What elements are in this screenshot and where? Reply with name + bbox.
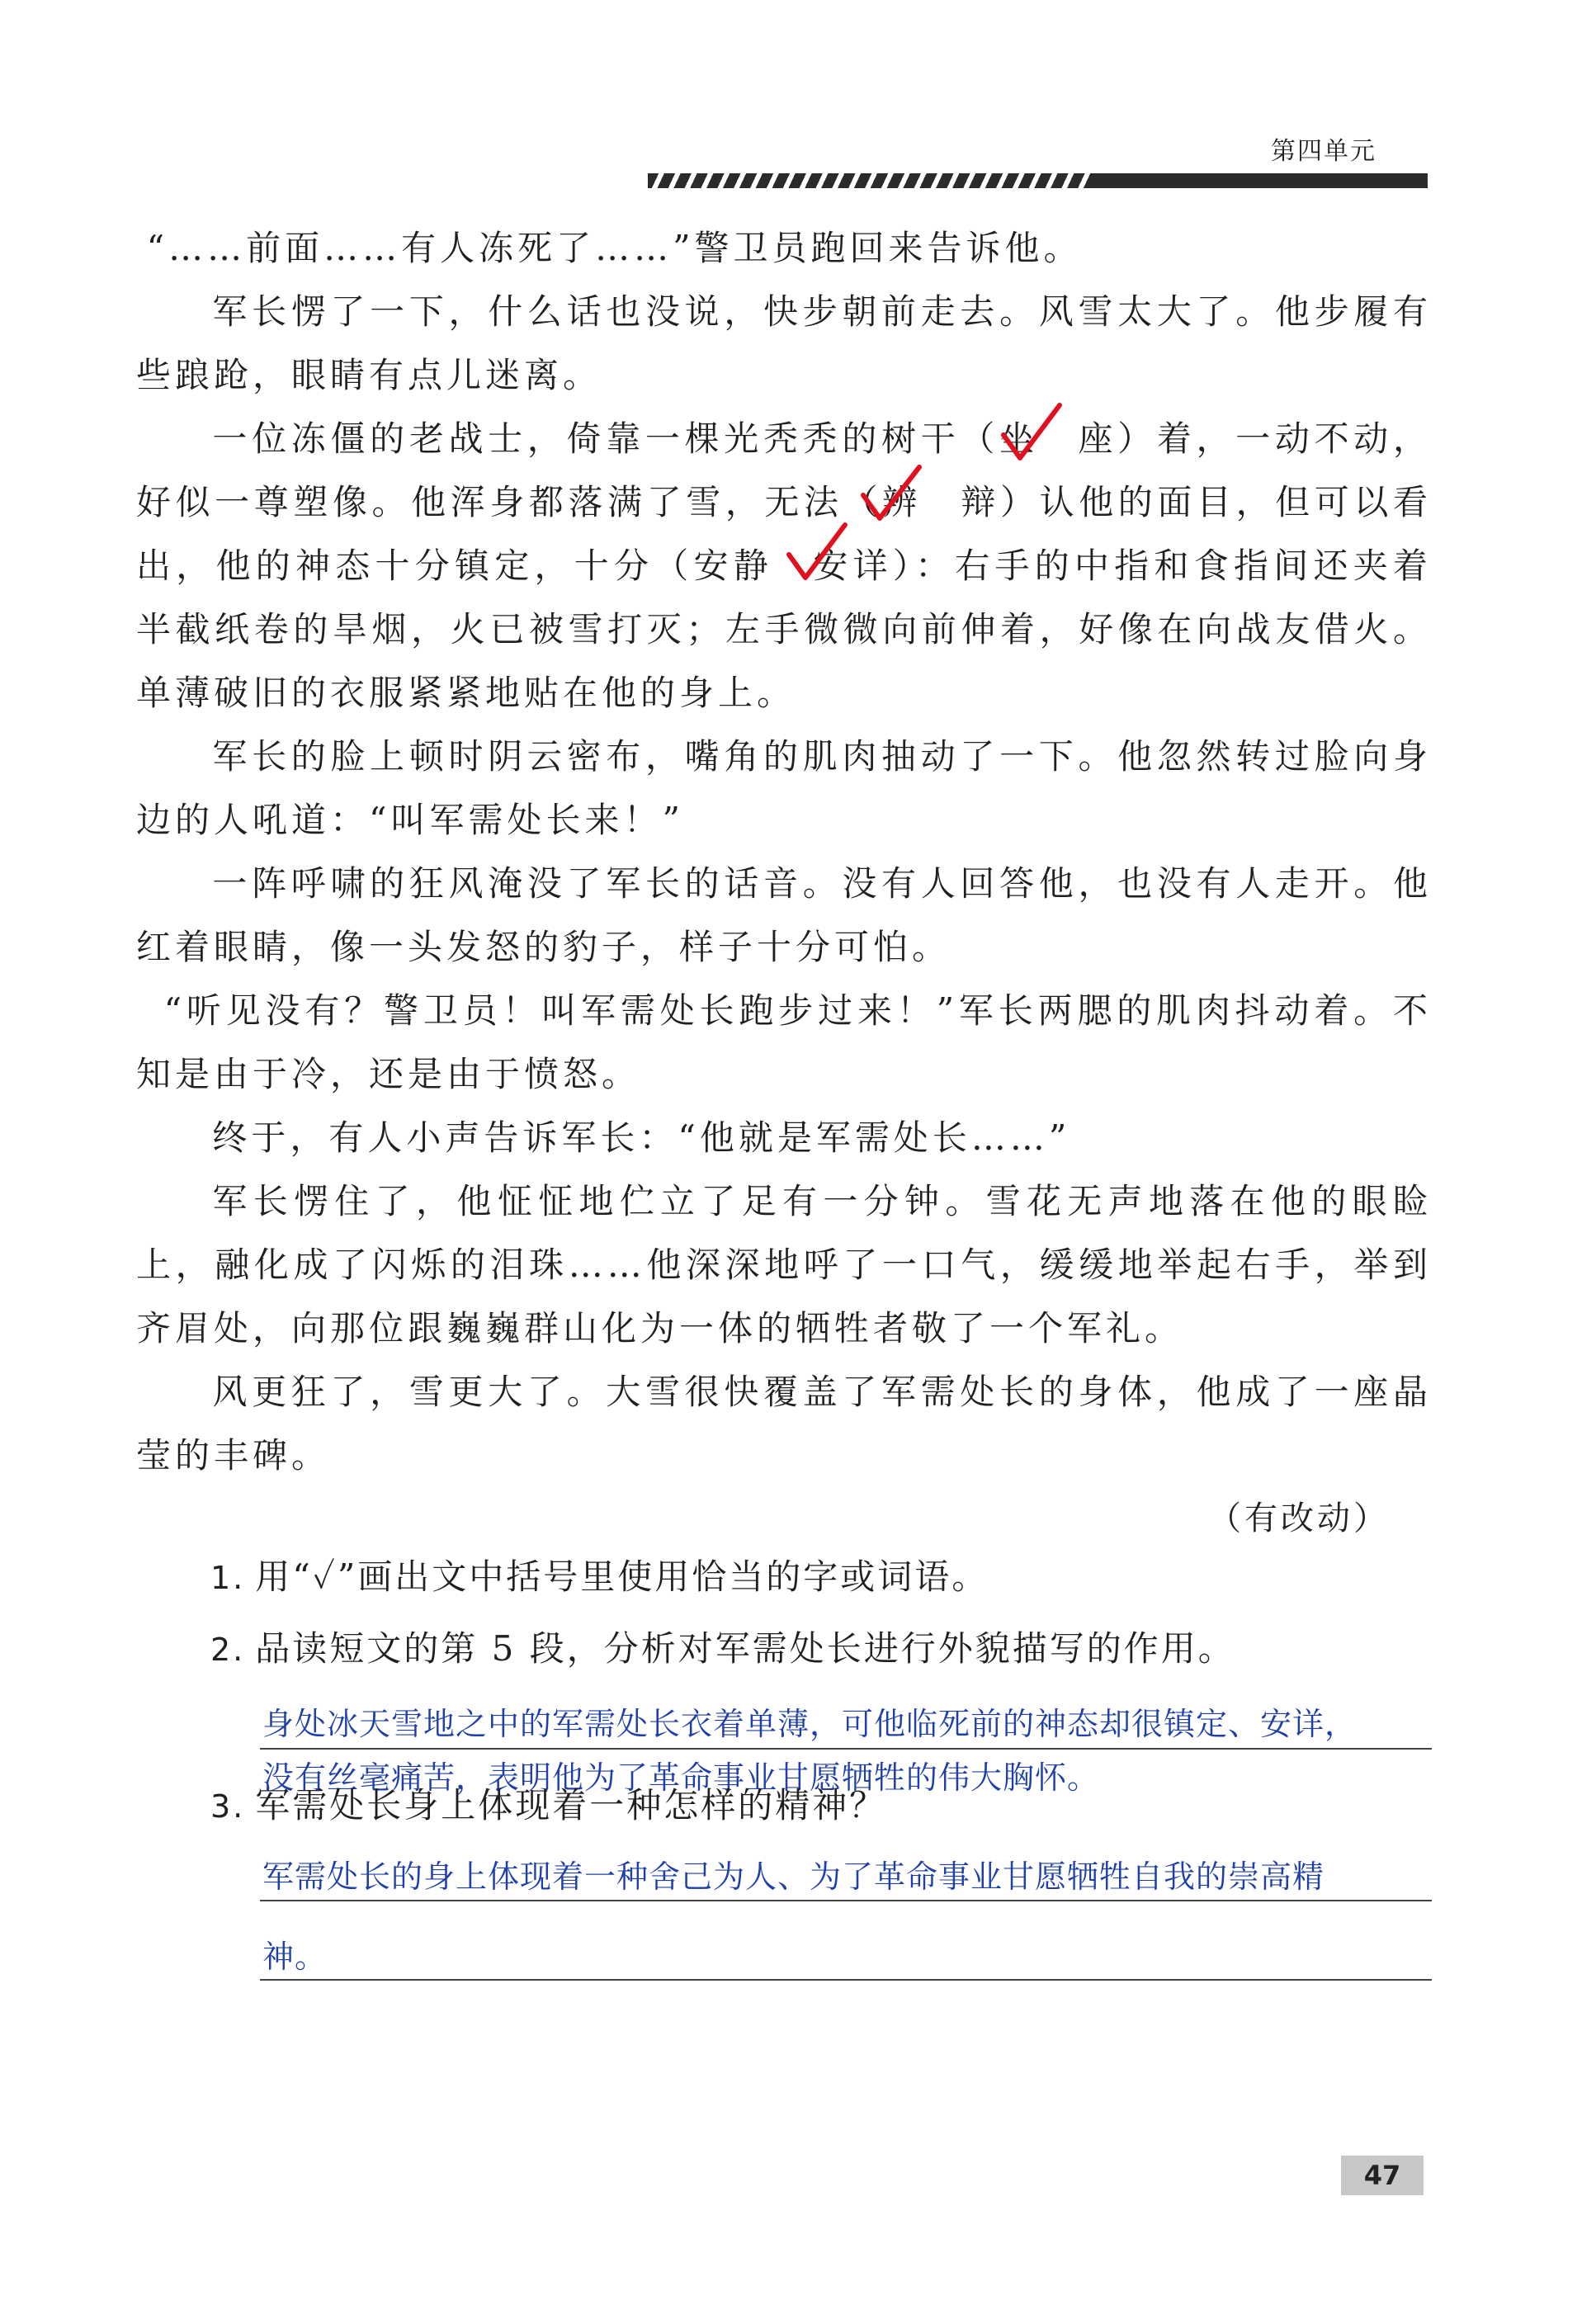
question-number: 1. (210, 1560, 246, 1596)
header-decoration-bar-solid (1093, 173, 1428, 188)
answer-q3-line-2: 神。 (262, 1939, 328, 1975)
check-mark-icon-2 (858, 462, 924, 528)
choice-3-other: 安静 (693, 546, 773, 586)
unit-label: 第四单元 (1271, 137, 1376, 166)
answer-line (260, 1748, 1432, 1750)
choice-1-correct: 坐 (999, 418, 1039, 459)
paragraph-8: 军长愣住了，他怔怔地伫立了足有一分钟。雪花无声地落在他的眼睑上，融化成了闪烁的泪珠……他深深地呼了一口气，缓缓地举起右手，举到齐眉处，向那位跟巍巍群山化为一体的牺牲者敬了一个军礼。 (136, 1181, 1432, 1348)
check-mark-icon-1 (999, 400, 1065, 466)
question-text: 品读短文的第 5 段，分析对军需处长进行外貌描写的作用。 (255, 1628, 1235, 1669)
paragraph-7: 终于，有人小声告诉军长：“他就是军需处长……” (212, 1117, 1071, 1158)
answer-line (260, 1979, 1432, 1981)
answer-q2-line-1: 身处冰天雪地之中的军需处长衣着单薄，可他临死前的神态却很镇定、安详， (262, 1706, 1358, 1742)
answer-q2-line-2: 没有丝毫痛苦，表明他为了革命事业甘愿牺牲的伟大胸怀。 (262, 1759, 1100, 1796)
paragraph-3-text-c: ）认他的面目，但可以看出，他的神态十分镇定，十分（ (136, 482, 1432, 586)
question-3 (210, 1778, 886, 1828)
question-1 (210, 1550, 989, 1599)
question-text: 用“✓”画出文中括号里使用恰当的字或词语。 (255, 1556, 989, 1597)
answer-q3-line-1: 军需处长的身上体现着一种舍己为人、为了革命事业甘愿牺牲自我的崇高精 (262, 1859, 1325, 1895)
question-text: 军需处长身上体现着一种怎样的精神？ (255, 1785, 887, 1825)
question-number: 3. (210, 1788, 246, 1825)
answer-line (260, 1900, 1432, 1901)
paragraph-6: “听见没有？警卫员！叫军需处长跑步过来！”军长两腮的肌肉抖动着。不知是由于冷，还是由于愤怒。 (136, 990, 1432, 1094)
passage (136, 216, 1432, 1487)
paragraph-3-text-d: ）：右手的中指和食指间还夹着半截纸卷的旱烟，火已被雪打灭；左手微微向前伸着，好像在向战友借火。单薄破旧的衣服紧紧地贴在他的身上。 (136, 546, 1432, 713)
choice-2-correct: 辨 (882, 482, 922, 522)
paragraph-1: “……前面……有人冻死了……”警卫员跑回来告诉他。 (146, 228, 1083, 268)
question-2 (210, 1622, 1235, 1671)
paragraph-5: 一阵呼啸的狂风淹没了军长的话音。没有人回答他，也没有人走开。他红着眼睛，像一头发怒的豹子，样子十分可怕。 (136, 863, 1432, 967)
page-number: 47 (1341, 2156, 1424, 2195)
paragraph-2: 军长愣了一下，什么话也没说，快步朝前走去。风雪太大了。他步履有些踉跄，眼睛有点儿迷离。 (136, 291, 1432, 395)
paragraph-4: 军长的脸上顿时阴云密布，嘴角的肌肉抽动了一下。他忽然转过脸向身边的人吼道：“叫军需处长来！” (136, 736, 1432, 840)
check-mark-icon-3 (784, 520, 850, 586)
paragraph-3-text-a: 一位冻僵的老战士，倚靠一棵光秃秃的树干（ (212, 418, 1000, 459)
question-number: 2. (210, 1632, 246, 1668)
source-note: （有改动） (1208, 1500, 1390, 1537)
choice-3-correct: 安详 (772, 546, 893, 586)
choice-2-other: 辩 (921, 482, 1001, 522)
paragraph-9: 风更狂了，雪更大了。大雪很快覆盖了军需处长的身体，他成了一座晶莹的丰碑。 (136, 1372, 1432, 1476)
choice-1-other: 座 (1038, 418, 1118, 459)
paragraph-3-text-b: ）着，一动不动，好似一尊塑像。他浑身都落满了雪，无法（ (136, 418, 1432, 522)
